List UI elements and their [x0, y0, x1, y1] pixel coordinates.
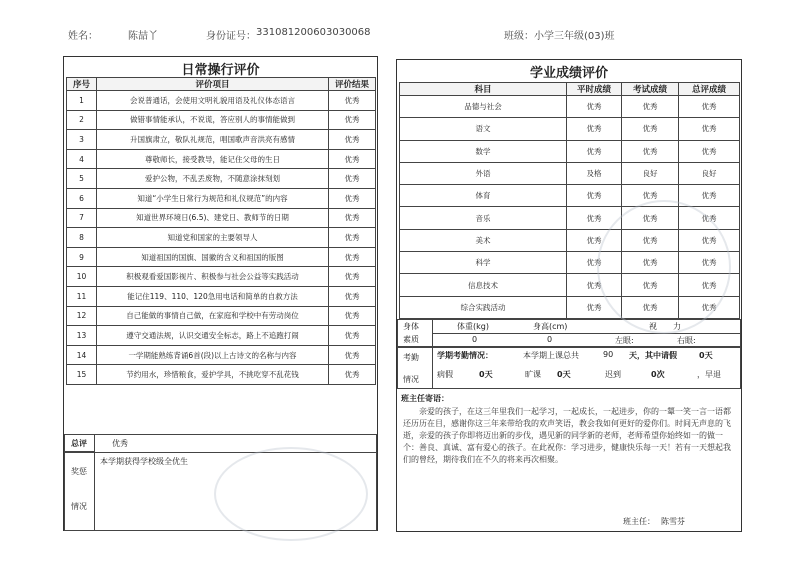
conduct-item: 能记住119、110、120急用电话和简单的自救方法 — [97, 286, 329, 306]
total-grade: 优秀 — [679, 296, 740, 318]
conduct-result: 优秀 — [329, 345, 376, 365]
conduct-row — [67, 228, 376, 248]
sick-label: 病假 — [437, 370, 453, 379]
conduct-no: 2 — [67, 110, 97, 130]
attendance-line-pre: 本学期上课总共 — [523, 351, 579, 360]
conduct-row — [67, 208, 376, 228]
total-grade: 优秀 — [679, 229, 740, 251]
academic-row — [400, 140, 740, 162]
conduct-row — [67, 306, 376, 326]
summary-value: 优秀 — [112, 439, 128, 448]
conduct-item: 知道祖国的国旗、国徽的含义和祖国的版图 — [97, 247, 329, 267]
conduct-result: 优秀 — [329, 130, 376, 150]
subject-name: 科学 — [400, 252, 567, 274]
conduct-row — [67, 267, 376, 287]
academic-row — [400, 96, 740, 118]
exam-grade: 优秀 — [622, 140, 679, 162]
conduct-result: 优秀 — [329, 149, 376, 169]
conduct-item: 自己能做的事情自己做，在家庭和学校中有劳动岗位 — [97, 306, 329, 326]
conduct-item: 升国旗肃立，敬队礼规范，唱国歌声音洪亮有感情 — [97, 130, 329, 150]
subject-name: 语文 — [400, 118, 567, 140]
regular-grade: 优秀 — [567, 185, 622, 207]
conduct-item: 会说普通话，会使用文明礼貌用语及礼仪体态语言 — [97, 91, 329, 111]
total-grade: 优秀 — [679, 96, 740, 118]
conduct-item: 尊敬师长，接受教导，能记住父母的生日 — [97, 149, 329, 169]
conduct-result: 优秀 — [329, 247, 376, 267]
exam-grade: 优秀 — [622, 96, 679, 118]
conduct-no: 11 — [67, 286, 97, 306]
conduct-result: 优秀 — [329, 110, 376, 130]
conduct-row — [67, 130, 376, 150]
subject-name: 体育 — [400, 185, 567, 207]
conduct-row — [67, 365, 376, 385]
conduct-no: 6 — [67, 188, 97, 208]
regular-grade: 优秀 — [567, 118, 622, 140]
conduct-no: 1 — [67, 91, 97, 111]
attendance-sub-label: 情况 — [403, 375, 419, 384]
conduct-no: 13 — [67, 326, 97, 346]
subject-name: 信息技术 — [400, 274, 567, 296]
conduct-item: 积极观看爱国影视片、积极参与社会公益等实践活动 — [97, 267, 329, 287]
exam-grade: 优秀 — [622, 185, 679, 207]
total-grade: 优秀 — [679, 274, 740, 296]
regular-grade: 优秀 — [567, 274, 622, 296]
class-label: 班级： — [504, 31, 534, 42]
subject-name: 音乐 — [400, 207, 567, 229]
total-grade: 优秀 — [679, 118, 740, 140]
conduct-item: 知道“小学生日常行为规范和礼仪规范”的内容 — [97, 188, 329, 208]
conduct-item: 节约用水，珍惜粮食，爱护学具，不挑吃穿不乱花钱 — [97, 365, 329, 385]
total-grade: 优秀 — [679, 140, 740, 162]
school-seal-watermark — [214, 447, 368, 541]
conduct-result: 优秀 — [329, 306, 376, 326]
left-eye-label: 左眼: — [615, 336, 634, 345]
conduct-result: 优秀 — [329, 91, 376, 111]
conduct-result: 优秀 — [329, 169, 376, 189]
total-grade: 优秀 — [679, 185, 740, 207]
conduct-no: 15 — [67, 365, 97, 385]
conduct-row — [67, 91, 376, 111]
id-value: 331081200603030068 — [256, 27, 371, 38]
exam-grade: 优秀 — [622, 229, 679, 251]
conduct-item: 遵守交通法规，认识交通安全标志，路上不追跑打闹 — [97, 326, 329, 346]
height-label: 身高(cm) — [533, 322, 568, 331]
weight-label: 体重(kg) — [457, 322, 489, 331]
regular-grade: 及格 — [567, 162, 622, 184]
regular-grade: 优秀 — [567, 140, 622, 162]
exam-grade: 优秀 — [622, 252, 679, 274]
leave-value: 0天 — [699, 351, 713, 360]
conduct-result: 优秀 — [329, 208, 376, 228]
academic-row — [400, 185, 740, 207]
late-label: 迟到 — [605, 370, 621, 379]
conduct-no: 5 — [67, 169, 97, 189]
attendance-label: 考勤 — [403, 353, 419, 362]
conduct-title: 日常操行评价 — [181, 63, 260, 78]
conduct-row — [67, 149, 376, 169]
col-exam-header: 考试成绩 — [622, 83, 679, 96]
conduct-row — [67, 188, 376, 208]
regular-grade: 优秀 — [567, 207, 622, 229]
sick-value: 0天 — [479, 370, 493, 379]
total-grade: 优秀 — [679, 252, 740, 274]
conduct-no: 7 — [67, 208, 97, 228]
attendance-line-post: 天，其中请假 — [629, 351, 677, 360]
subject-name: 品德与社会 — [400, 96, 567, 118]
name-value: 陈喆丫 — [128, 31, 158, 42]
height-value: 0 — [547, 335, 553, 344]
conduct-item: 爱护公物，不乱丢废物，不随意涂抹刻划 — [97, 169, 329, 189]
conduct-no: 14 — [67, 345, 97, 365]
academic-row — [400, 162, 740, 184]
col-subject-header: 科目 — [400, 83, 567, 96]
id-label: 身份证号： — [206, 31, 256, 42]
conduct-no: 10 — [67, 267, 97, 287]
conduct-row — [67, 247, 376, 267]
conduct-no: 3 — [67, 130, 97, 150]
conduct-result: 优秀 — [329, 188, 376, 208]
col-no-header: 序号 — [67, 78, 97, 91]
col-total-header: 总评成绩 — [679, 83, 740, 96]
total-grade: 良好 — [679, 162, 740, 184]
conduct-row — [67, 326, 376, 346]
teacher-sign-label: 班主任： — [623, 517, 655, 526]
teacher-comment-label: 班主任寄语： — [401, 394, 449, 403]
exam-grade: 优秀 — [622, 296, 679, 318]
subject-name: 综合实践活动 — [400, 296, 567, 318]
conduct-no: 4 — [67, 149, 97, 169]
physical-sub-label: 素质 — [403, 335, 419, 344]
teacher-sign-value: 陈雪芬 — [661, 517, 685, 526]
right-eye-label: 右眼: — [677, 336, 696, 345]
late-value: 0次 — [651, 370, 665, 379]
conduct-result: 优秀 — [329, 228, 376, 248]
subject-name: 外语 — [400, 162, 567, 184]
attendance-heading: 学期考勤情况： — [437, 351, 493, 360]
class-value: 小学三年级(03)班 — [534, 31, 615, 42]
conduct-result: 优秀 — [329, 267, 376, 287]
conduct-item: 知道世界环境日(6.5)、建党日、教师节的日期 — [97, 208, 329, 228]
conduct-row — [67, 110, 376, 130]
early-label: ，早退 — [697, 370, 721, 379]
academic-title: 学业成绩评价 — [529, 66, 608, 81]
conduct-row — [67, 169, 376, 189]
subject-name: 数学 — [400, 140, 567, 162]
absent-value: 0天 — [557, 370, 571, 379]
col-result-header: 评价结果 — [329, 78, 376, 91]
situation-label: 情况 — [71, 502, 87, 511]
attendance-days: 90 — [603, 350, 614, 359]
academic-row — [400, 118, 740, 140]
total-grade: 优秀 — [679, 207, 740, 229]
conduct-table — [66, 77, 376, 385]
vision-label: 视 力 — [649, 322, 681, 331]
weight-value: 0 — [472, 335, 478, 344]
seal-watermark — [597, 200, 731, 334]
absent-label: 旷课 — [525, 370, 541, 379]
conduct-result: 优秀 — [329, 326, 376, 346]
exam-grade: 良好 — [622, 162, 679, 184]
regular-grade: 优秀 — [567, 252, 622, 274]
academic-panel — [396, 59, 742, 532]
conduct-panel — [63, 56, 378, 531]
conduct-result: 优秀 — [329, 286, 376, 306]
conduct-no: 12 — [67, 306, 97, 326]
regular-grade: 优秀 — [567, 96, 622, 118]
physical-label: 身体 — [403, 322, 419, 331]
conduct-item: 一学期能熟练背诵6首(段)以上古诗文的名称与内容 — [97, 345, 329, 365]
conduct-no: 8 — [67, 228, 97, 248]
regular-grade: 优秀 — [567, 296, 622, 318]
exam-grade: 优秀 — [622, 207, 679, 229]
summary-label: 总评 — [71, 439, 87, 448]
subject-name: 美术 — [400, 229, 567, 251]
col-regular-header: 平时成绩 — [567, 83, 622, 96]
col-item-header: 评价项目 — [97, 78, 329, 91]
award-label: 奖惩 — [71, 467, 87, 476]
conduct-no: 9 — [67, 247, 97, 267]
award-value: 本学期获得学校级全优生 — [100, 457, 188, 466]
name-label: 姓名： — [68, 31, 98, 42]
teacher-comment-text: 亲爱的孩子，在这三年里我们一起学习，一起成长，一起进步，你的一颦一笑一言一语都还历历在目，感谢你这三年来带给我的欢声笑语，教会我如何更好的爱你们。时间无声息的飞逝，亲爱的孩子你即将迈出新的步伐，遇见新的同学新的老师，老师希望你始终如一的做一个：善良、真诚、富有爱心的孩子。在此祝你：学习进步，健康快乐每一天！若有一天想起我们的曾经，期待我们在不久的将来再次相聚。 — [403, 407, 731, 464]
conduct-row — [67, 286, 376, 306]
conduct-item: 知道党和国家的主要领导人 — [97, 228, 329, 248]
regular-grade: 优秀 — [567, 229, 622, 251]
exam-grade: 优秀 — [622, 274, 679, 296]
conduct-item: 做错事情能承认，不说谎，答应别人的事情能做到 — [97, 110, 329, 130]
exam-grade: 优秀 — [622, 118, 679, 140]
conduct-result: 优秀 — [329, 365, 376, 385]
conduct-row — [67, 345, 376, 365]
